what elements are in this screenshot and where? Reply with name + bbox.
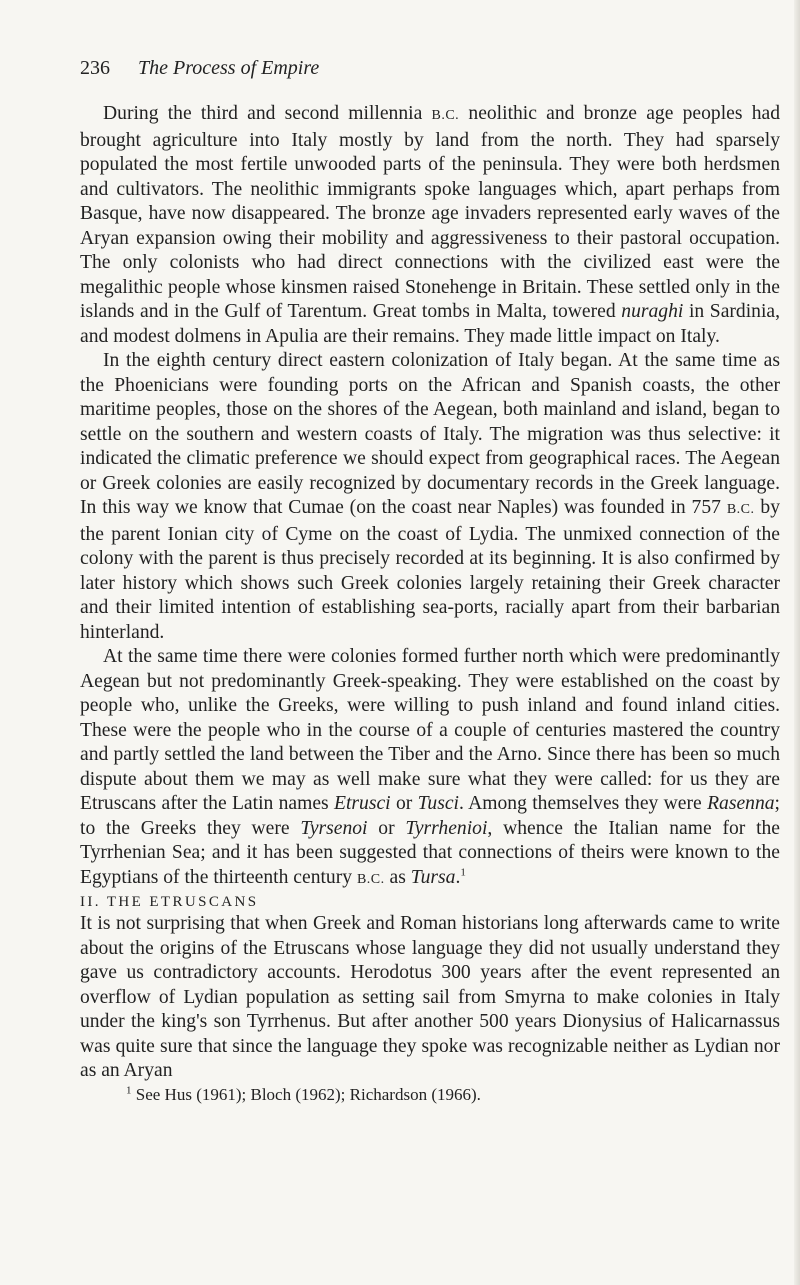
italic-term: Tyrrhenioi — [405, 817, 488, 839]
italic-term: Tyrsenoi — [300, 817, 368, 839]
text: . Among themselves they were — [458, 793, 708, 814]
text: by the parent Ionian city of Cyme on the coast of Lydia. The unmixed connection of the colony with the parent is thus precisely recorded at its beginning. It is also confirmed by later history which shows such Greek colonies largely retaining their Greek character and their limited intention of establishing sea-ports, racially apart from their barbarian hinterland. — [80, 497, 780, 643]
footnote — [80, 1084, 780, 1106]
text: in Sardinia, and modest dolmens in Apulia are their remains. They made little impact on Italy. — [80, 301, 781, 347]
footnote-reference[interactable]: 1 — [460, 865, 466, 878]
paragraph-2 — [80, 349, 780, 645]
paragraph-4 — [80, 912, 780, 1084]
text: , whence the Italian name for the Tyrrhenian Sea; and it has been suggested that connections of theirs were known to the Egyptians of the thirteenth century — [80, 817, 781, 888]
footnote-text: See Hus (1961); Bloch (1962); Richardson (1966). — [131, 1084, 481, 1104]
text: or — [367, 817, 406, 839]
text: neolithic and bronze age peoples had brought agriculture into Italy mostly by land from the north. They had sparsely populated the most fertile unwooded parts of the peninsula. They were both herdsmen and cultivators. The neolithic immigrants spoke languages which, apart perhaps from Basque, have now disappeared. The bronze age invaders represented early waves of the Aryan expansion owing their mobility and aggressiveness to their pastoral occupation. The only colonists who had direct connections with the civilized east were the megalithic people whose kinsmen raised Stonehenge in Britain. These settled only in the islands and in the Gulf of Tarentum. Great tombs in Malta, towered — [80, 103, 780, 322]
text: At the same time there were colonies formed further north which were predominantly Aegean but not predominantly Greek-speaking. They were established on the coast by people who, unlike the Greeks, were willing to push inland and found inland cities. These were the people who in the course of a couple of centuries mastered the country and partly settled the land between the Tiber and the Arno. Since there has been so much dispute about them we may as well make sure what they were called: for us they are Etruscans after the Latin names — [80, 646, 780, 814]
text: . — [455, 866, 461, 888]
text: It is not surprising that when Greek and Roman historians long afterwards came to write about the origins of the Etruscans whose language they did not usually understand they gave us contradictory accounts. Herodotus 300 years after the event represented an overflow of Lydian population as setting sail from Smyrna to make colonies in Italy under the king's son Tyrrhenus. But after another 500 years Dionysius of Halicarnassus was quite sure that since the language they spoke was recognizable neither as Lydian nor as an Aryan — [80, 913, 780, 1081]
italic-term: Etrusci — [334, 793, 391, 814]
italic-term: Tusci — [417, 793, 459, 814]
paragraph-1 — [80, 102, 780, 349]
page-edge — [794, 0, 800, 1285]
section-heading: II. THE ETRUSCANS — [80, 894, 259, 910]
italic-term: Tursa — [410, 866, 456, 888]
text: ; to the Greeks they were — [80, 793, 780, 839]
running-head — [80, 56, 730, 80]
body-text — [80, 102, 780, 1106]
footnote-marker: 1 — [126, 1083, 132, 1096]
page-number: 236 — [80, 57, 110, 79]
era-abbrev: B.C. — [431, 108, 460, 123]
running-title: The Process of Empire — [138, 57, 320, 79]
text: During the third and second millennia — [103, 103, 432, 124]
era-abbrev: B.C. — [356, 871, 385, 887]
era-abbrev: B.C. — [726, 502, 755, 517]
paragraph-3 — [80, 645, 780, 892]
text: as — [384, 866, 411, 888]
italic-term: nuraghi — [621, 301, 684, 322]
text: or — [390, 793, 418, 814]
italic-term: Rasenna — [707, 793, 775, 814]
text: In the eighth century direct eastern colonization of Italy began. At the same time as the Phoenicians were founding ports on the African and Spanish coasts, the other maritime peoples, those on the shores of the Aegean, both mainland and island, began to settle on the southern and western coasts of Italy. The migration was thus selective: it indicated the climatic preference we should expect from geographical races. The Aegean or Greek colonies are easily recognized by documentary records in the Greek language. In this way we know that Cumae (on the coast near Naples) was founded in 757 — [80, 350, 780, 518]
